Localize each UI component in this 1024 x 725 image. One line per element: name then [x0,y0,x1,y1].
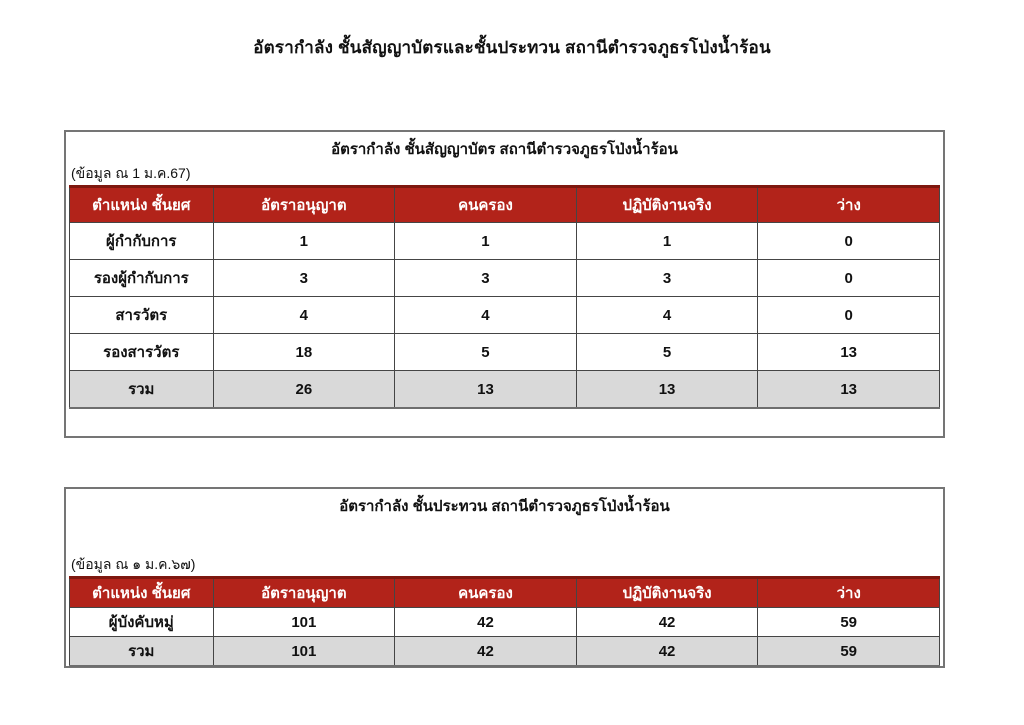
col-header-working: ปฏิบัติงานจริง [576,187,758,223]
col-header-vacant: ว่าง [758,187,940,223]
value-cell: 13 [758,334,940,371]
table-row [70,608,940,637]
value-cell: 4 [395,297,577,334]
col-header-occupied: คนครอง [395,578,577,608]
col-header-position: ตำแหน่ง ชั้นยศ [70,187,214,223]
table-row [70,260,940,297]
commissioned-officers-section [64,130,945,438]
total-value-cell: 13 [758,371,940,409]
total-row [70,371,940,409]
value-cell: 0 [758,297,940,334]
total-label-cell: รวม [70,637,214,667]
value-cell: 5 [576,334,758,371]
value-cell: 3 [213,260,395,297]
total-value-cell: 13 [576,371,758,409]
col-header-position: ตำแหน่ง ชั้นยศ [70,578,214,608]
position-cell: รองสารวัตร [70,334,214,371]
non-commissioned-table-asof: (ข้อมูล ณ ๑ ม.ค.๖๗) [71,556,196,572]
value-cell: 18 [213,334,395,371]
value-cell: 59 [758,608,940,637]
value-cell: 1 [576,223,758,260]
non-commissioned-officers-table [69,576,940,667]
header-row [70,578,940,608]
total-value-cell: 59 [758,637,940,667]
position-cell: รองผู้กำกับการ [70,260,214,297]
col-header-authorized: อัตราอนุญาต [213,187,395,223]
value-cell: 0 [758,260,940,297]
value-cell: 0 [758,223,940,260]
commissioned-table-asof: (ข้อมูล ณ 1 ม.ค.67) [71,165,191,181]
value-cell: 3 [576,260,758,297]
value-cell: 42 [395,608,577,637]
value-cell: 5 [395,334,577,371]
header-row [70,187,940,223]
total-value-cell: 13 [395,371,577,409]
col-header-working: ปฏิบัติงานจริง [576,578,758,608]
total-value-cell: 42 [576,637,758,667]
total-row [70,637,940,667]
value-cell: 3 [395,260,577,297]
value-cell: 4 [213,297,395,334]
table-row [70,297,940,334]
value-cell: 101 [213,608,395,637]
table-row [70,223,940,260]
value-cell: 1 [213,223,395,260]
total-value-cell: 42 [395,637,577,667]
non-commissioned-table-title: อัตรากำลัง ชั้นประทวน สถานีตำรวจภูธรโป่งน้ำร้อน [339,498,670,515]
col-header-occupied: คนครอง [395,187,577,223]
col-header-vacant: ว่าง [758,578,940,608]
value-cell: 1 [395,223,577,260]
table-row [70,334,940,371]
position-cell: ผู้บังคับหมู่ [70,608,214,637]
commissioned-officers-table [69,185,940,409]
col-header-authorized: อัตราอนุญาต [213,578,395,608]
total-label-cell: รวม [70,371,214,409]
total-value-cell: 101 [213,637,395,667]
position-cell: สารวัตร [70,297,214,334]
page-title: อัตรากำลัง ชั้นสัญญาบัตรและชั้นประทวน สถานีตำรวจภูธรโป่งน้ำร้อน [253,38,771,57]
value-cell: 4 [576,297,758,334]
total-value-cell: 26 [213,371,395,409]
non-commissioned-officers-section [64,487,945,668]
value-cell: 42 [576,608,758,637]
position-cell: ผู้กำกับการ [70,223,214,260]
commissioned-table-title: อัตรากำลัง ชั้นสัญญาบัตร สถานีตำรวจภูธรโป่งน้ำร้อน [331,141,678,158]
